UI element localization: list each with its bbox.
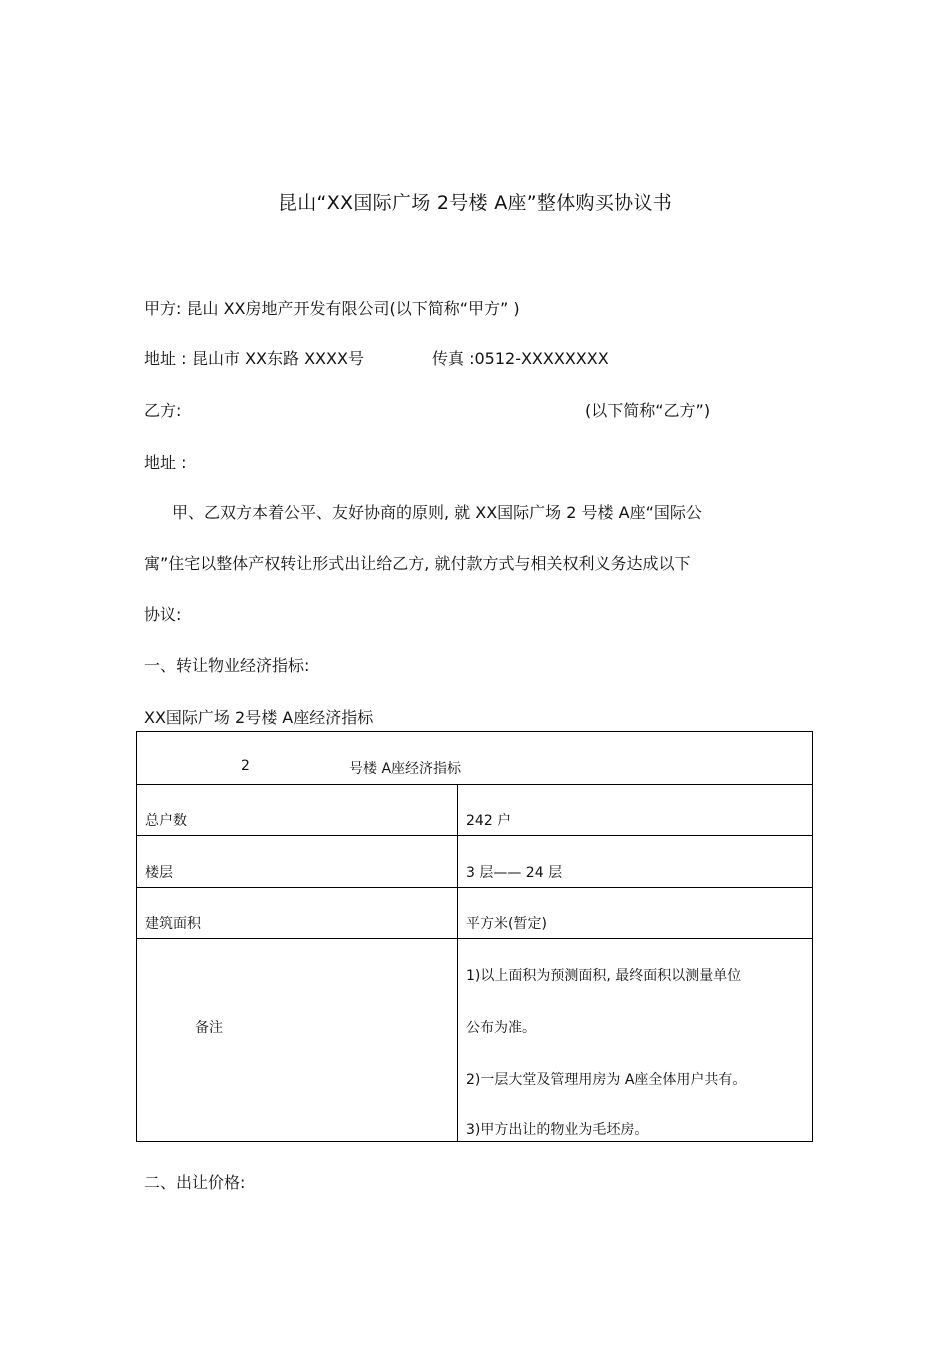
party-a-line	[144, 296, 520, 319]
section-1-heading: 一、转让物业经济指标:	[144, 656, 310, 675]
table-caption: XX国际广场 2号楼 A座经济指标	[144, 708, 374, 727]
party-a-label: 甲方:	[144, 299, 182, 318]
table-header-number: 2	[241, 758, 250, 774]
row-area-label: 建筑面积	[145, 916, 201, 932]
table-rule	[137, 784, 812, 785]
remark-line: 1)以上面积为预测面积, 最终面积以测量单位	[466, 968, 742, 984]
row-area-value: 平方米(暂定)	[466, 916, 547, 932]
table-rule	[137, 938, 812, 939]
party-a-address-label: 地址 :	[144, 349, 187, 368]
row-remark-label: 备注	[195, 1020, 223, 1036]
party-a-fax: 传真 :0512-XXXXXXXX	[432, 349, 609, 368]
row-total-units-value: 242 户	[466, 813, 512, 829]
intro-line-2: 寓”住宅以整体产权转让形式出让给乙方, 就付款方式与相关权利义务达成以下	[144, 554, 691, 573]
row-floors-label: 楼层	[145, 865, 173, 881]
party-a-address: 昆山市 XX东路 XXXX号	[192, 349, 364, 368]
table-column-divider	[457, 784, 458, 1141]
row-total-units-label: 总户数	[145, 813, 187, 829]
remark-line: 2)一层大堂及管理用房为 A座全体用户共有。	[466, 1072, 747, 1088]
row-floors-value: 3 层—— 24 层	[466, 865, 563, 881]
remark-line: 公布为准。	[466, 1020, 536, 1036]
party-a-value: 昆山 XX房地产开发有限公司(以下简称“甲方” )	[186, 299, 520, 318]
intro-line-1: 甲、乙双方本着公平、友好协商的原则, 就 XX国际广场 2 号楼 A座“国际公	[172, 503, 702, 522]
document-title: 昆山“XX国际广场 2号楼 A座”整体购买协议书	[277, 192, 673, 214]
party-b-label: 乙方:	[144, 401, 182, 420]
economic-indicators-table	[136, 731, 813, 1142]
remark-line: 3)甲方出让的物业为毛坯房。	[466, 1122, 649, 1138]
table-rule	[137, 887, 812, 888]
table-rule	[137, 835, 812, 836]
section-2-heading: 二、出让价格:	[144, 1173, 246, 1192]
party-b-alias: (以下简称“乙方”)	[585, 401, 711, 420]
table-header-title: 号楼 A座经济指标	[349, 761, 462, 777]
intro-line-3: 协议:	[144, 605, 182, 624]
party-b-address-label: 地址 :	[144, 453, 187, 472]
